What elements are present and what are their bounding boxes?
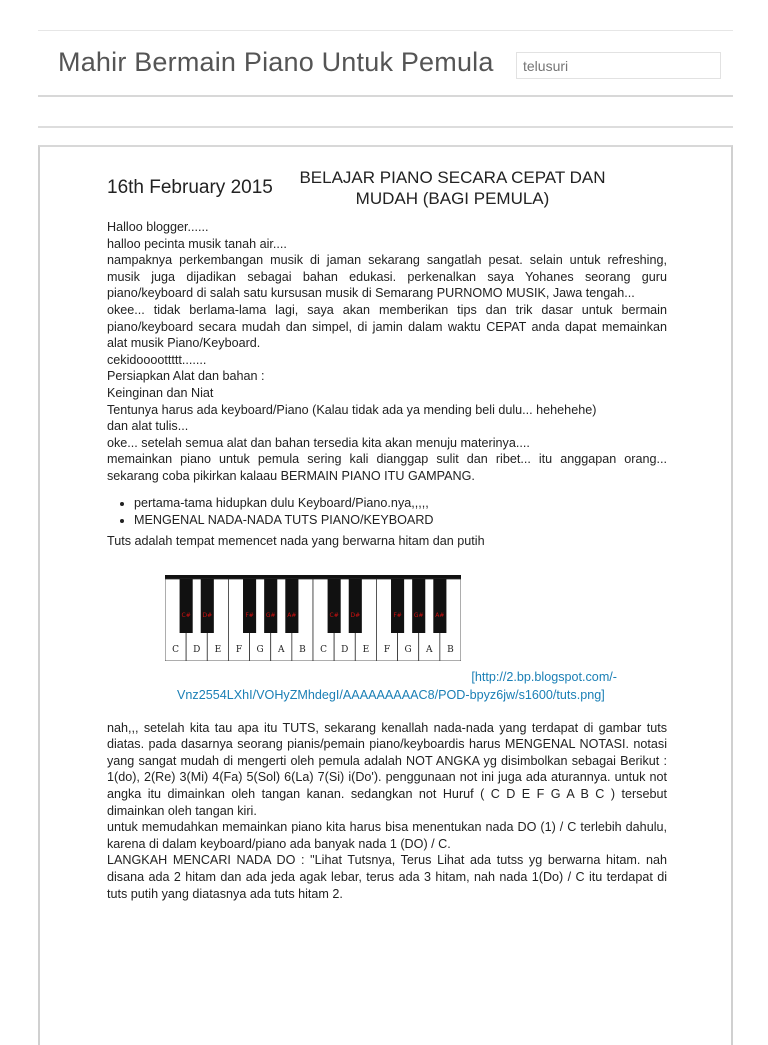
tuts-description: Tuts adalah tempat memencet nada yang berwarna hitam dan putih xyxy=(107,533,485,548)
white-key-label: D xyxy=(341,645,349,656)
black-key xyxy=(391,579,404,633)
white-key-label: B xyxy=(447,645,454,656)
black-key xyxy=(243,579,256,633)
intro-line: nampaknya perkembangan musik di jaman sekarang sangatlah pesat. selain untuk refreshing, musik juga dijadikan sebagai bahan edukasi. perkenalkan saya Yohanes seorang guru piano/keyboard di salah satu kursusan musik di Semarang PURNOMO MUSIK, Jawa tengah... xyxy=(107,253,667,301)
post-body xyxy=(107,219,667,902)
black-key-label: F# xyxy=(245,612,254,620)
body-paragraph: nah,,, setelah kita tau apa itu TUTS, sekarang kenallah nada-nada yang terdapat di gambar tuts diatas. pada dasarnya seorang pianis/pemain piano/keyboardis harus MENGENAL NOTASI. notasi yang sangat mudah di mengerti oleh pemula adalah NOT ANGKA yg disimbolkan sebagai Berikut : 1(do), 2(Re) 3(Mi) 4(Fa) 5(Sol) 6(La) 7(Si) i(Do'). penggunaan not ini juga ada aturannya. untuk not angka itu dimainkan oleh tangan kanan. sedangkan not Huruf ( C D E F G A B C ) tersebut dimainkan oleh tangan kiri. xyxy=(107,720,667,818)
black-key xyxy=(433,579,446,633)
intro-line: memainkan piano untuk pemula sering kali dianggap sulit dan ribet... itu anggapan orang... sekarang coba pikirkan kalaau BERMAIN PIANO ITU GAMPANG. xyxy=(107,452,667,483)
white-key-label: D xyxy=(193,645,201,656)
black-key xyxy=(180,579,193,633)
intro-line: Halloo blogger...... xyxy=(107,220,209,234)
image-link-line2: Vnz2554LXhI/VOHyZMhdegI/AAAAAAAAAC8/POD-bpyz6jw/s1600/tuts.png] xyxy=(177,687,605,702)
white-key-label: G xyxy=(256,645,264,656)
white-key-label: A xyxy=(278,645,285,656)
black-key xyxy=(328,579,341,633)
black-key-label: D# xyxy=(202,612,213,620)
intro-line: dan alat tulis... xyxy=(107,419,189,434)
black-key xyxy=(349,579,362,633)
black-key-label: A# xyxy=(287,612,297,620)
blog-title[interactable]: Mahir Bermain Piano Untuk Pemula xyxy=(58,47,494,77)
white-key-label: A xyxy=(426,645,433,656)
white-key-label: B xyxy=(299,645,306,656)
white-key-label: C xyxy=(320,645,328,656)
blog-header xyxy=(38,30,733,97)
black-key-label: C# xyxy=(181,612,191,620)
white-key-label: F xyxy=(383,645,391,656)
list-item: • MENGENAL NADA-NADA TUTS PIANO/KEYBOARD xyxy=(134,512,667,529)
black-key xyxy=(285,579,298,633)
black-key xyxy=(264,579,277,633)
search-input[interactable] xyxy=(516,52,721,79)
intro-line: Keinginan dan Niat xyxy=(107,385,214,400)
black-key-label: C# xyxy=(329,612,339,620)
white-key-label: C xyxy=(172,645,180,656)
piano-keys-image[interactable] xyxy=(165,575,461,666)
black-key-label: F# xyxy=(393,612,402,620)
white-key-label: F xyxy=(235,645,243,656)
list-item: • pertama-tama hidupkan dulu Keyboard/Piano.nya,,,,, xyxy=(134,495,667,512)
black-key-label: A# xyxy=(435,612,445,620)
black-key-label: G# xyxy=(265,612,276,620)
post-date: 16th February 2015 xyxy=(107,177,273,198)
black-key xyxy=(412,579,425,633)
white-key-label: E xyxy=(362,645,370,656)
intro-line: okee... tidak berlama-lama lagi, saya akan memberikan tips dan trik dasar untuk bermain piano/keyboard secara mudah dan simpel, di jamin dalam waktu CEPAT anda dapat memainkan alat musik Piano/Keyboard. xyxy=(107,302,667,351)
white-key-label: E xyxy=(214,645,222,656)
piano-keyboard-illustration xyxy=(165,575,461,661)
keyboard-top-bar xyxy=(165,575,461,579)
intro-line: Persiapkan Alat dan bahan : xyxy=(107,369,265,384)
post-card xyxy=(38,145,733,1045)
intro-line: Tentunya harus ada keyboard/Piano (Kalau tidak ada ya mending beli dulu... hehehehe) xyxy=(107,402,597,417)
intro-line: halloo pecinta musik tanah air.... xyxy=(107,236,287,251)
black-key-label: G# xyxy=(413,612,424,620)
black-key xyxy=(201,579,214,633)
body-paragraph: LANGKAH MENCARI NADA DO : "Lihat Tutsnya, Terus Lihat ada tutss yg berwarna hitam. nah disana ada 2 hitam dan ada jeda agak lebar, terus ada 3 hitam, nah nada 1(Do) / C itu terdapat di tuts putih yang diatasnya ada tuts hitam 2. xyxy=(107,853,667,901)
image-source-link[interactable] xyxy=(107,668,617,704)
black-key-label: D# xyxy=(350,612,361,620)
steps-list xyxy=(107,495,667,529)
image-link-line1: [http://2.bp.blogspot.com/- xyxy=(471,669,617,684)
intro-line: oke... setelah semua alat dan bahan tersedia kita akan menuju materinya.... xyxy=(107,435,530,450)
post-title[interactable]: BELAJAR PIANO SECARA CEPAT DAN MUDAH (BAGI PEMULA) xyxy=(299,168,606,208)
nav-divider xyxy=(38,126,733,128)
intro-line: cekidoooottttt....... xyxy=(107,352,207,367)
white-key-label: G xyxy=(404,645,412,656)
body-paragraph: untuk memudahkan memainkan piano kita harus bisa menentukan nada DO (1) / C terlebih dahulu, karena di dalam keyboard/piano ada banyak nada 1 (DO) / C. xyxy=(107,820,667,851)
